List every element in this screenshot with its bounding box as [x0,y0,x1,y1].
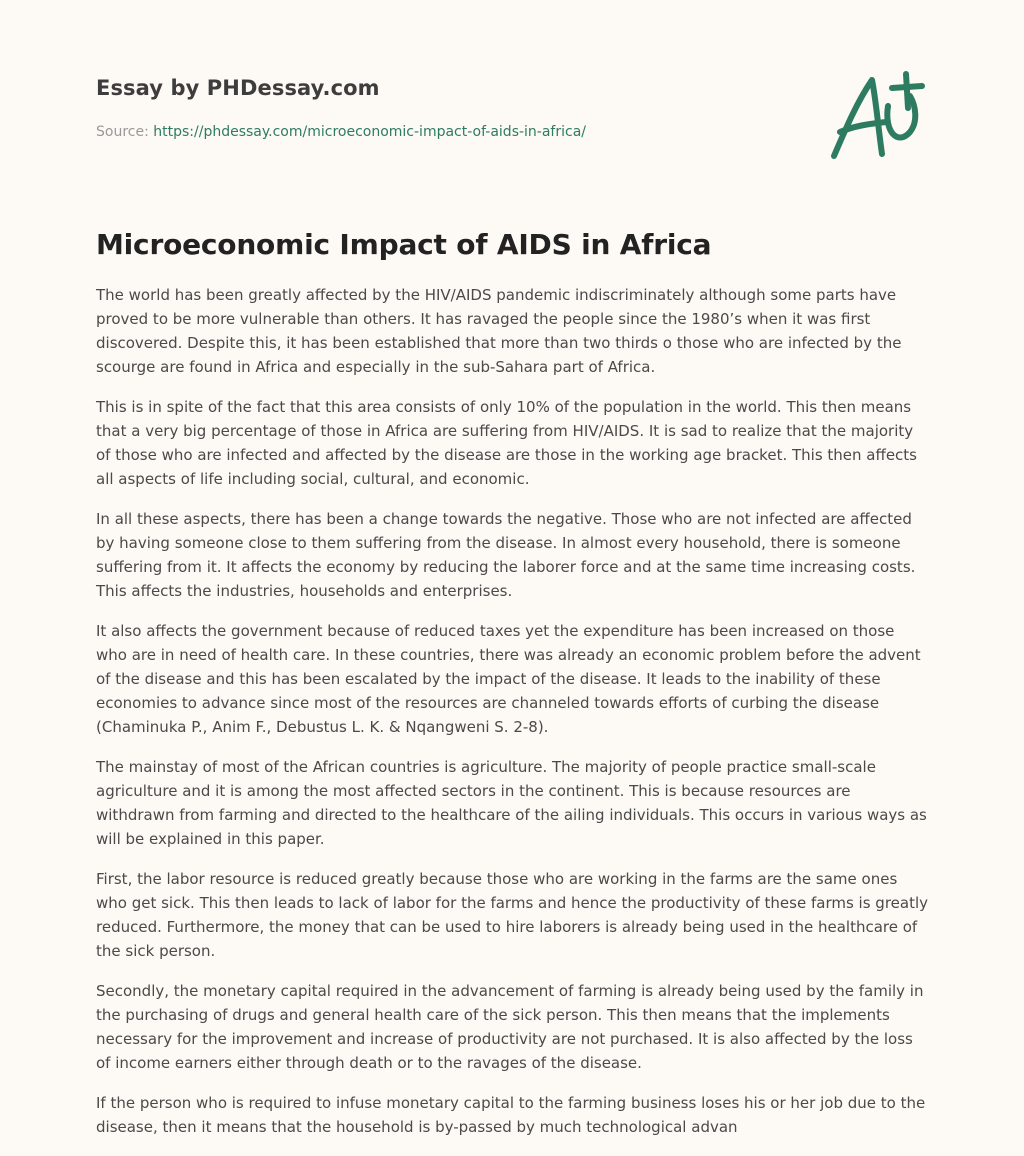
essay-paragraph: The world has been greatly affected by the HIV/AIDS pandemic indiscriminately although some parts have proved to be more vulnerable than others. It has ravaged the people since the 1980’s when it was first discovered. Despite this, it has been established that more than two thirds o those who are infected by the scourge are found in Africa and especially in the sub-Sahara part of Africa. [96,286,902,376]
essay-paragraph: This is in spite of the fact that this area consists of only 10% of the population in the world. This then means that a very big percentage of those in Africa are suffering from HIV/AIDS. It is sad to realize that the majority of those who are infected and affected by the disease are those in the working age bracket. This then affects all aspects of life including social, cultural, and economic. [96,398,917,488]
page-header [96,0,928,200]
essay-paragraph: In all these aspects, there has been a change towards the negative. Those who are not infected are affected by having someone close to them suffering from the disease. In almost every household, there is someone suffering from it. It affects the economy by reducing the laborer force and at the same time increasing costs. This affects the industries, households and enterprises. [96,510,916,600]
source-line [96,124,586,140]
essay-paragraph: It also affects the government because of reduced taxes yet the expenditure has been increased on those who are in need of health care. In these countries, there was already an economic problem before the advent of the disease and this has been escalated by the impact of the disease. It leads to the inability of these economies to advance since most of the resources are channeled towards efforts of curbing the disease (Chaminuka P., Anim F., Debustus L. K. & Nqangweni S. 2-8). [96,622,921,736]
essay-paragraph: If the person who is required to infuse monetary capital to the farming business loses his or her job due to the disease, then it means that the household is by-passed by much technological advan [96,1094,926,1136]
essay-title: Microeconomic Impact of AIDS in Africa [96,228,712,261]
essay-body [96,283,928,1139]
source-label: Source: [96,124,149,140]
a-plus-logo-icon [824,66,928,166]
essay-paragraph: The mainstay of most of the African countries is agriculture. The majority of people practice small-scale agriculture and it is among the most affected sectors in the continent. This is because resources are withdrawn from farming and directed to the healthcare of the ailing individuals. This occurs in various ways as will be explained in this paper. [96,758,927,848]
essay-paragraph: Secondly, the monetary capital required in the advancement of farming is already being used by the family in the purchasing of drugs and general health care of the sick person. This then means that the implements necessary for the improvement and increase of productivity are not purchased. It is also affected by the loss of income earners either through death or to the ravages of the disease. [96,982,924,1072]
source-link[interactable]: https://phdessay.com/microeconomic-impact-of-aids-in-africa/ [153,124,586,140]
site-brand: Essay by PHDessay.com [96,76,380,100]
essay-paragraph: First, the labor resource is reduced greatly because those who are working in the farms are the same ones who get sick. This then leads to lack of labor for the farms and hence the productivity of these farms is greatly reduced. Furthermore, the money that can be used to hire laborers is already being used in the healthcare of the sick person. [96,870,929,960]
